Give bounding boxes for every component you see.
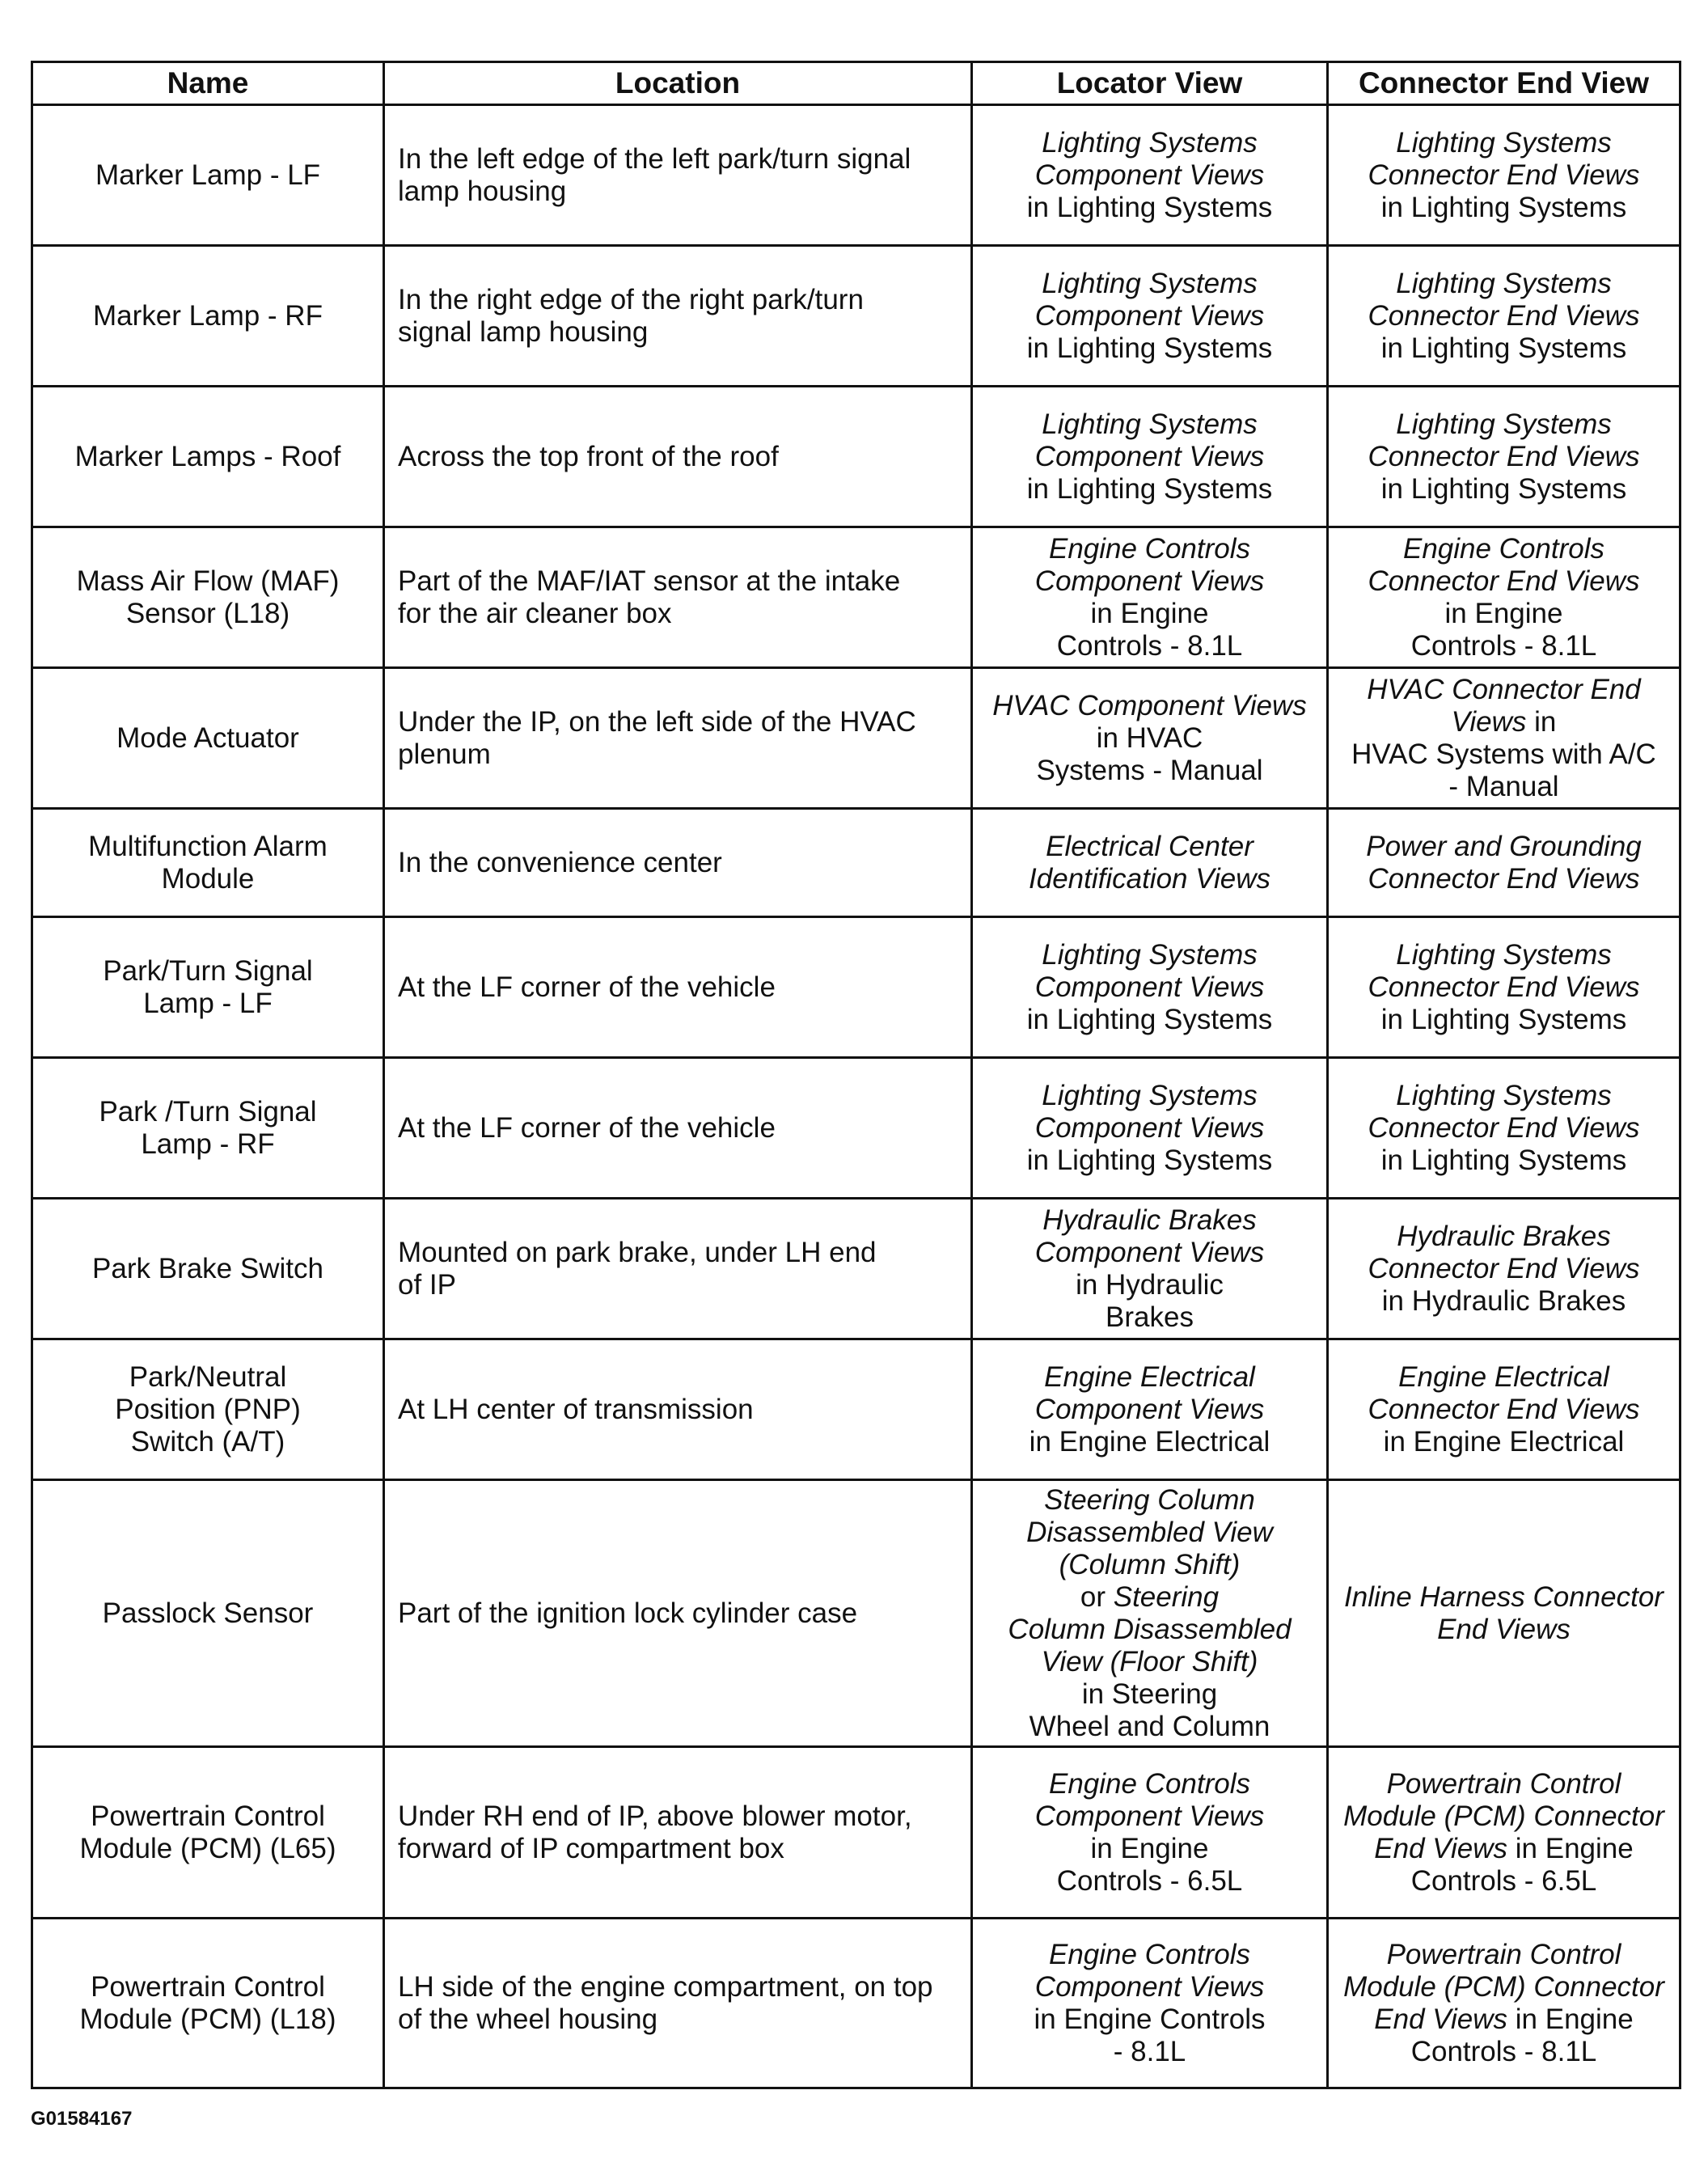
component-name-cell: [32, 246, 384, 387]
reference-link-text: Hydraulic Brakes: [1397, 1220, 1611, 1252]
component-name-cell-line: Multifunction Alarm: [88, 830, 328, 862]
locator-view-cell-line: [984, 1833, 1315, 1865]
component-name-cell-line: Marker Lamps - Roof: [74, 440, 341, 472]
locator-view-cell-line: [984, 1145, 1315, 1177]
reference-link-text: Component Views: [1034, 565, 1265, 597]
location-cell-line: At the LF corner of the vehicle: [398, 971, 776, 1003]
reference-text: - 8.1L: [1113, 2035, 1186, 2067]
table-row: [32, 527, 1681, 668]
locator-view-cell-line: [984, 630, 1315, 662]
reference-link-text: Hydraulic Brakes: [1042, 1204, 1257, 1236]
locator-view-cell: [972, 1480, 1328, 1747]
component-name-cell-line: Marker Lamp - LF: [95, 159, 321, 191]
table-row: [32, 1199, 1681, 1339]
table-row: [32, 1058, 1681, 1199]
locator-view-cell-line: [984, 1549, 1315, 1581]
connector-end-view-cell: [1328, 1480, 1681, 1747]
reference-link-text: Inline Harness Connector: [1344, 1580, 1664, 1613]
location-cell-line: of the wheel housing: [398, 2003, 658, 2035]
reference-link-text: Component Views: [1034, 1393, 1265, 1425]
reference-text: or: [1080, 1580, 1114, 1613]
connector-end-view-cell-line: [1340, 1394, 1668, 1426]
reference-text: Systems - Manual: [1036, 754, 1263, 786]
reference-text: Brakes: [1106, 1301, 1194, 1333]
component-name-cell-line: Powertrain Control: [91, 1800, 325, 1832]
locator-view-cell-line: [984, 1426, 1315, 1458]
connector-end-view-cell-line: [1340, 1361, 1668, 1394]
connector-end-view-cell-line: [1340, 533, 1668, 565]
reference-link-text: Engine Controls: [1402, 532, 1605, 565]
locator-view-cell: [972, 1919, 1328, 2088]
connector-end-view-cell-line: [1340, 1221, 1668, 1253]
reference-text: in Lighting Systems: [1380, 1003, 1627, 1035]
location-cell-line: LH side of the engine compartment, on top: [398, 1970, 933, 2003]
component-name-cell-line: Mode Actuator: [116, 721, 299, 754]
locator-view-cell-line: [984, 268, 1315, 300]
connector-end-view-cell-line: [1340, 1426, 1668, 1458]
location-cell-line: forward of IP compartment box: [398, 1832, 784, 1864]
reference-link-text: Component Views: [1034, 1800, 1265, 1832]
component-name-cell-line: Marker Lamp - RF: [93, 299, 323, 332]
table-row: [32, 1339, 1681, 1480]
reference-text: in Lighting Systems: [1026, 191, 1273, 223]
location-cell: [384, 105, 972, 246]
table-body: [32, 105, 1681, 2088]
reference-link-text: Steering Column: [1044, 1483, 1255, 1516]
connector-end-view-cell-line: [1340, 706, 1668, 738]
locator-view-cell-line: [984, 1112, 1315, 1145]
connector-end-view-cell-line: [1340, 674, 1668, 706]
locator-view-cell-line: [984, 1581, 1315, 1614]
reference-text: Wheel and Column: [1029, 1710, 1270, 1742]
reference-link-text: Lighting Systems: [1042, 1079, 1258, 1111]
reference-link-text: Connector End Views: [1368, 440, 1640, 472]
component-name-cell-line: Module (PCM) (L18): [79, 2003, 336, 2035]
locator-view-cell-line: [984, 755, 1315, 787]
table-row: [32, 1480, 1681, 1747]
location-cell-line: At the LF corner of the vehicle: [398, 1111, 776, 1144]
locator-view-cell-line: [984, 332, 1315, 365]
reference-text: in Engine: [1507, 2003, 1634, 2035]
locator-view-cell-line: [984, 1237, 1315, 1269]
connector-end-view-cell: [1328, 1199, 1681, 1339]
reference-link-text: Connector End Views: [1368, 971, 1640, 1003]
reference-link-text: Powertrain Control: [1386, 1938, 1621, 1970]
table-row: [32, 105, 1681, 246]
reference-link-text: Module (PCM) Connector: [1343, 1800, 1664, 1832]
locator-view-cell-line: [984, 441, 1315, 473]
connector-end-view-cell-line: [1340, 971, 1668, 1004]
connector-end-view-cell-line: [1340, 1004, 1668, 1036]
locator-view-cell: [972, 668, 1328, 809]
location-cell: [384, 527, 972, 668]
table-row: [32, 809, 1681, 917]
reference-link-text: Component Views: [1034, 1970, 1265, 2003]
reference-text: in Lighting Systems: [1026, 1144, 1273, 1176]
locator-view-cell-line: [984, 690, 1315, 722]
connector-end-view-cell-line: [1340, 1865, 1668, 1898]
connector-end-view-cell: [1328, 1339, 1681, 1480]
connector-end-view-cell: [1328, 105, 1681, 246]
component-name-cell-line: Lamp - LF: [143, 987, 273, 1019]
reference-link-text: (Column Shift): [1059, 1548, 1241, 1580]
locator-view-cell-line: [984, 971, 1315, 1004]
connector-end-view-cell-line: [1340, 771, 1668, 803]
locator-view-cell-line: [984, 1971, 1315, 2003]
reference-link-text: Component Views: [1034, 440, 1265, 472]
component-name-cell: [32, 387, 384, 527]
reference-text: in Engine Electrical: [1029, 1425, 1270, 1458]
locator-view-cell-line: [984, 159, 1315, 192]
connector-end-view-cell-line: [1340, 598, 1668, 630]
location-cell-line: Part of the ignition lock cylinder case: [398, 1597, 858, 1629]
locator-view-cell: [972, 1747, 1328, 1919]
component-name-cell-line: Park/Turn Signal: [103, 954, 313, 987]
connector-end-view-cell: [1328, 527, 1681, 668]
connector-end-view-cell-line: [1340, 630, 1668, 662]
location-cell-line: Part of the MAF/IAT sensor at the intake: [398, 565, 901, 597]
reference-link-text: Engine Controls: [1048, 1938, 1251, 1970]
reference-link-text: Lighting Systems: [1042, 126, 1258, 159]
locator-view-cell-line: [984, 1080, 1315, 1112]
reference-link-text: HVAC Connector End: [1367, 673, 1641, 705]
reference-link-text: Engine Electrical: [1398, 1360, 1609, 1393]
reference-link-text: Powertrain Control: [1386, 1767, 1621, 1800]
reference-text: Controls - 8.1L: [1410, 629, 1597, 662]
location-cell-line: signal lamp housing: [398, 315, 649, 348]
connector-end-view-cell: [1328, 1919, 1681, 2088]
reference-text: Controls - 8.1L: [1056, 629, 1243, 662]
header-name: Name: [32, 62, 384, 105]
locator-view-cell-line: [984, 1800, 1315, 1833]
locator-view-cell-line: [984, 831, 1315, 863]
figure-id: G01584167: [31, 2108, 133, 2130]
connector-end-view-cell: [1328, 246, 1681, 387]
location-cell-line: lamp housing: [398, 175, 567, 207]
reference-link-text: Lighting Systems: [1042, 938, 1258, 971]
component-name-cell-line: Module (PCM) (L65): [79, 1832, 336, 1864]
reference-text: in Lighting Systems: [1380, 332, 1627, 364]
locator-view-cell-line: [984, 533, 1315, 565]
reference-text: in Lighting Systems: [1380, 1144, 1627, 1176]
connector-end-view-cell-line: [1340, 473, 1668, 506]
reference-text: in Lighting Systems: [1026, 472, 1273, 505]
reference-link-text: Connector End Views: [1368, 1393, 1640, 1425]
locator-view-cell: [972, 917, 1328, 1058]
locator-view-cell-line: [984, 1865, 1315, 1898]
connector-end-view-cell-line: [1340, 863, 1668, 895]
connector-end-view-cell-line: [1340, 939, 1668, 971]
connector-end-view-cell-line: [1340, 1768, 1668, 1800]
component-name-cell-line: Position (PNP): [115, 1393, 301, 1425]
locator-view-cell-line: [984, 1394, 1315, 1426]
location-cell-line: Under RH end of IP, above blower motor,: [398, 1800, 912, 1832]
location-cell: [384, 1747, 972, 1919]
reference-text: in Hydraulic: [1076, 1268, 1224, 1301]
header-locator-view: Locator View: [972, 62, 1328, 105]
component-name-cell-line: Park/Neutral: [129, 1360, 287, 1393]
component-name-cell-line: Module: [161, 862, 255, 895]
reference-link-text: Lighting Systems: [1396, 126, 1612, 159]
reference-text: in Engine: [1507, 1832, 1634, 1864]
locator-view-cell-line: [984, 863, 1315, 895]
connector-end-view-cell: [1328, 1747, 1681, 1919]
reference-link-text: Lighting Systems: [1042, 408, 1258, 440]
reference-text: in Hydraulic Brakes: [1381, 1284, 1626, 1317]
locator-view-cell-line: [984, 2036, 1315, 2068]
connector-end-view-cell-line: [1340, 127, 1668, 159]
reference-text: in Steering: [1081, 1678, 1218, 1710]
connector-end-view-cell-line: [1340, 1080, 1668, 1112]
connector-end-view-cell-line: [1340, 408, 1668, 441]
connector-end-view-cell-line: [1340, 268, 1668, 300]
locator-view-cell: [972, 1339, 1328, 1480]
reference-link-text: Identification Views: [1029, 862, 1270, 895]
location-cell-line: Mounted on park brake, under LH end: [398, 1236, 877, 1268]
reference-link-text: Disassembled View: [1026, 1516, 1273, 1548]
reference-link-text: Connector End Views: [1368, 565, 1640, 597]
reference-link-text: Engine Controls: [1048, 1767, 1251, 1800]
reference-link-text: Views: [1451, 705, 1527, 738]
table-row: [32, 1747, 1681, 1919]
component-name-cell: [32, 105, 384, 246]
reference-link-text: Connector End Views: [1368, 159, 1640, 191]
reference-link-text: Component Views: [1034, 971, 1265, 1003]
connector-end-view-cell: [1328, 917, 1681, 1058]
locator-view-cell-line: [984, 127, 1315, 159]
connector-end-view-cell-line: [1340, 831, 1668, 863]
location-cell: [384, 809, 972, 917]
reference-link-text: Engine Controls: [1048, 532, 1251, 565]
connector-end-view-cell-line: [1340, 565, 1668, 598]
reference-text: in Engine Controls: [1034, 2003, 1266, 2035]
reference-link-text: Lighting Systems: [1396, 938, 1612, 971]
reference-link-text: Component Views: [1034, 1236, 1265, 1268]
location-cell: [384, 1199, 972, 1339]
reference-link-text: Module (PCM) Connector: [1343, 1970, 1664, 2003]
reference-text: in Engine: [1444, 597, 1563, 629]
connector-end-view-cell: [1328, 809, 1681, 917]
reference-link-text: End Views: [1374, 1832, 1508, 1864]
locator-view-cell-line: [984, 1711, 1315, 1743]
location-cell: [384, 1919, 972, 2088]
reference-text: in Lighting Systems: [1380, 472, 1627, 505]
component-name-cell: [32, 1058, 384, 1199]
locator-view-cell-line: [984, 300, 1315, 332]
locator-view-cell-line: [984, 1484, 1315, 1517]
location-cell: [384, 246, 972, 387]
locator-view-cell-line: [984, 722, 1315, 755]
reference-text: HVAC Systems with A/C: [1351, 738, 1656, 770]
reference-text: in: [1526, 705, 1557, 738]
connector-end-view-cell-line: [1340, 1285, 1668, 1318]
locator-view-cell-line: [984, 1204, 1315, 1237]
component-name-cell: [32, 1480, 384, 1747]
connector-end-view-cell-line: [1340, 1112, 1668, 1145]
locator-view-cell: [972, 1058, 1328, 1199]
component-name-cell-line: Park Brake Switch: [92, 1252, 323, 1284]
reference-link-text: Component Views: [1034, 299, 1265, 332]
locator-view-cell-line: [984, 1768, 1315, 1800]
locator-view-cell-line: [984, 1517, 1315, 1549]
locator-view-cell-line: [984, 1004, 1315, 1036]
location-cell: [384, 1339, 972, 1480]
locator-view-cell-line: [984, 939, 1315, 971]
reference-link-text: HVAC Component Views: [992, 689, 1307, 721]
location-cell-line: Across the top front of the roof: [398, 440, 779, 472]
reference-link-text: Engine Electrical: [1044, 1360, 1255, 1393]
locator-view-cell: [972, 246, 1328, 387]
reference-link-text: Steering: [1113, 1580, 1220, 1613]
locator-view-cell-line: [984, 1646, 1315, 1678]
locator-view-cell-line: [984, 565, 1315, 598]
component-name-cell: [32, 527, 384, 668]
component-name-cell-line: Powertrain Control: [91, 1970, 325, 2003]
location-cell: [384, 917, 972, 1058]
table-row: [32, 1919, 1681, 2088]
reference-text: in HVAC: [1096, 721, 1203, 754]
connector-end-view-cell-line: [1340, 1939, 1668, 1971]
locator-view-cell-line: [984, 1678, 1315, 1711]
connector-end-view-cell-line: [1340, 2036, 1668, 2068]
component-name-cell: [32, 668, 384, 809]
connector-end-view-cell-line: [1340, 1145, 1668, 1177]
connector-end-view-cell-line: [1340, 738, 1668, 771]
locator-view-cell-line: [984, 1361, 1315, 1394]
location-cell-line: In the left edge of the left park/turn signal: [398, 142, 911, 175]
locator-view-cell-line: [984, 2003, 1315, 2036]
locator-view-cell: [972, 105, 1328, 246]
location-cell-line: for the air cleaner box: [398, 597, 672, 629]
component-name-cell: [32, 917, 384, 1058]
reference-text: in Engine: [1090, 1832, 1209, 1864]
reference-link-text: Electrical Center: [1046, 830, 1254, 862]
component-name-cell: [32, 1919, 384, 2088]
location-cell: [384, 387, 972, 527]
location-cell-line: plenum: [398, 738, 491, 770]
reference-text: in Lighting Systems: [1380, 191, 1627, 223]
component-name-cell-line: Mass Air Flow (MAF): [76, 565, 340, 597]
reference-text: Controls - 6.5L: [1056, 1864, 1243, 1897]
reference-text: - Manual: [1448, 770, 1559, 802]
table-row: [32, 668, 1681, 809]
reference-link-text: Lighting Systems: [1396, 1079, 1612, 1111]
connector-end-view-cell-line: [1340, 1800, 1668, 1833]
locator-view-cell-line: [984, 1301, 1315, 1334]
connector-end-view-cell-line: [1340, 441, 1668, 473]
reference-text: in Lighting Systems: [1026, 1003, 1273, 1035]
component-locator-table: [31, 61, 1681, 2089]
connector-end-view-cell-line: [1340, 159, 1668, 192]
connector-end-view-cell-line: [1340, 1581, 1668, 1614]
location-cell-line: At LH center of transmission: [398, 1393, 754, 1425]
reference-text: Controls - 6.5L: [1410, 1864, 1597, 1897]
connector-end-view-cell: [1328, 387, 1681, 527]
component-name-cell: [32, 809, 384, 917]
component-name-cell: [32, 1339, 384, 1480]
reference-link-text: Connector End Views: [1368, 299, 1640, 332]
reference-link-text: View (Floor Shift): [1041, 1645, 1258, 1678]
header-location: Location: [384, 62, 972, 105]
connector-end-view-cell-line: [1340, 2003, 1668, 2036]
component-name-cell-line: Switch (A/T): [130, 1425, 285, 1458]
connector-end-view-cell-line: [1340, 1971, 1668, 2003]
connector-end-view-cell-line: [1340, 332, 1668, 365]
location-cell: [384, 1058, 972, 1199]
component-name-cell-line: Sensor (L18): [125, 597, 290, 629]
reference-link-text: Lighting Systems: [1396, 267, 1612, 299]
locator-view-cell-line: [984, 408, 1315, 441]
reference-link-text: Connector End Views: [1368, 1252, 1640, 1284]
reference-text: in Engine Electrical: [1383, 1425, 1625, 1458]
reference-link-text: Component Views: [1034, 1111, 1265, 1144]
locator-view-cell-line: [984, 1939, 1315, 1971]
connector-end-view-cell-line: [1340, 1614, 1668, 1646]
locator-view-cell: [972, 387, 1328, 527]
table-row: [32, 246, 1681, 387]
header-connector-end-view: Connector End View: [1328, 62, 1681, 105]
reference-link-text: Column Disassembled: [1008, 1613, 1292, 1645]
component-name-cell-line: Lamp - RF: [141, 1128, 275, 1160]
table-row: [32, 917, 1681, 1058]
table-row: [32, 387, 1681, 527]
locator-view-cell-line: [984, 1269, 1315, 1301]
component-name-cell: [32, 1747, 384, 1919]
location-cell-line: Under the IP, on the left side of the HVAC: [398, 705, 916, 738]
locator-view-cell: [972, 809, 1328, 917]
reference-link-text: Power and Grounding: [1366, 830, 1642, 862]
header-row: [32, 62, 1681, 105]
connector-end-view-cell: [1328, 668, 1681, 809]
component-name-cell: [32, 1199, 384, 1339]
location-cell-line: In the convenience center: [398, 846, 722, 878]
connector-end-view-cell-line: [1340, 300, 1668, 332]
locator-view-cell-line: [984, 598, 1315, 630]
reference-link-text: Connector End Views: [1368, 1111, 1640, 1144]
connector-end-view-cell-line: [1340, 1253, 1668, 1285]
reference-link-text: Connector End Views: [1368, 862, 1640, 895]
reference-text: in Lighting Systems: [1026, 332, 1273, 364]
reference-link-text: End Views: [1437, 1613, 1571, 1645]
location-cell: [384, 668, 972, 809]
locator-view-cell-line: [984, 192, 1315, 224]
locator-view-cell-line: [984, 1614, 1315, 1646]
locator-view-cell: [972, 1199, 1328, 1339]
reference-link-text: Component Views: [1034, 159, 1265, 191]
connector-end-view-cell-line: [1340, 1833, 1668, 1865]
locator-view-cell: [972, 527, 1328, 668]
location-cell: [384, 1480, 972, 1747]
reference-link-text: Lighting Systems: [1396, 408, 1612, 440]
component-name-cell-line: Park /Turn Signal: [99, 1095, 317, 1128]
reference-link-text: Lighting Systems: [1042, 267, 1258, 299]
locator-view-cell-line: [984, 473, 1315, 506]
location-cell-line: In the right edge of the right park/turn: [398, 283, 864, 315]
connector-end-view-cell: [1328, 1058, 1681, 1199]
reference-text: Controls - 8.1L: [1410, 2035, 1597, 2067]
component-name-cell-line: Passlock Sensor: [102, 1597, 314, 1629]
location-cell-line: of IP: [398, 1268, 456, 1301]
connector-end-view-cell-line: [1340, 192, 1668, 224]
reference-text: in Engine: [1090, 597, 1209, 629]
reference-link-text: End Views: [1374, 2003, 1508, 2035]
